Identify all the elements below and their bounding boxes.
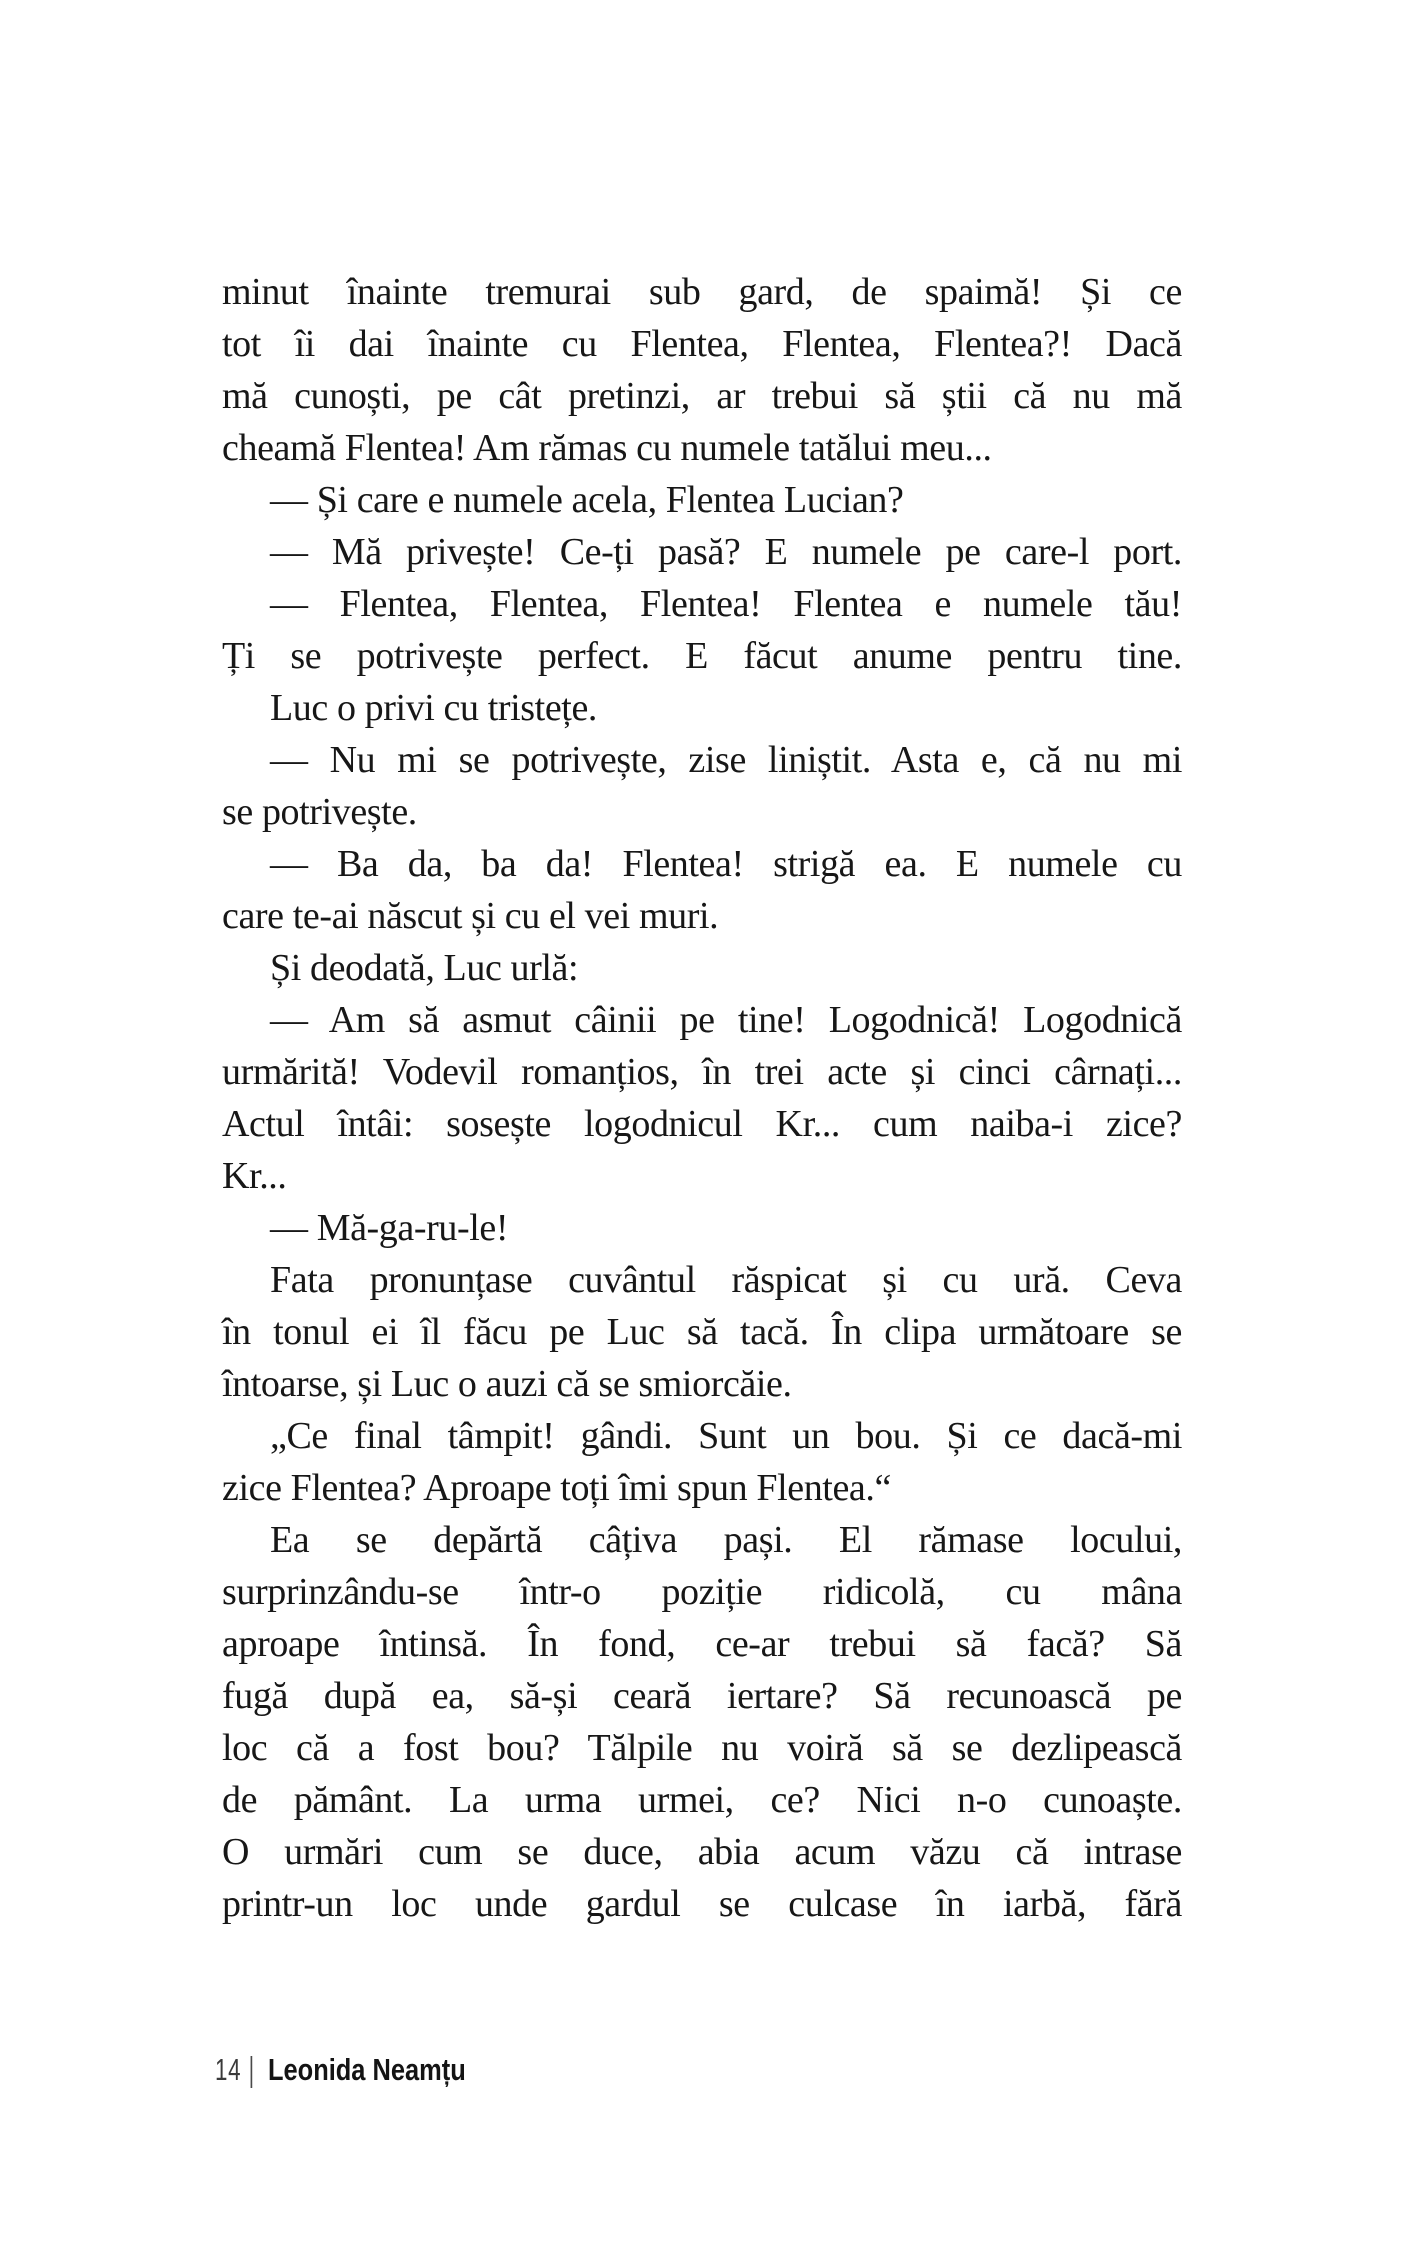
- text-line: — Nu mi se potrivește, zise liniștit. Asta e, că nu mi: [270, 739, 1182, 781]
- text-line: — Mă privește! Ce-ți pasă? E numele pe care-l port.: [270, 531, 1182, 573]
- text-line: de pământ. La urma urmei, ce? Nici n-o cunoaște.: [222, 1779, 1182, 1821]
- text-line: — Și care e numele acela, Flentea Lucian?: [270, 479, 904, 521]
- text-line: printr-un loc unde gardul se culcase în iarbă, fără: [222, 1883, 1182, 1925]
- text-line: mă cunoști, pe cât pretinzi, ar trebui să știi că nu mă: [222, 375, 1182, 417]
- text-line: zice Flentea? Aproape toți îmi spun Flentea.“: [222, 1467, 891, 1509]
- text-line: Kr...: [222, 1155, 287, 1197]
- text-line: se potrivește.: [222, 791, 417, 833]
- text-line: fugă după ea, să-și ceară iertare? Să recunoască pe: [222, 1675, 1182, 1717]
- text-line: care te-ai născut și cu el vei muri.: [222, 895, 719, 937]
- text-line: — Mă-ga-ru-le!: [270, 1207, 509, 1249]
- text-line: întoarse, și Luc o auzi că se smiorcăie.: [222, 1363, 792, 1405]
- text-line: — Am să asmut câinii pe tine! Logodnică! Logodnică: [270, 999, 1182, 1041]
- page-number: 14: [215, 2052, 242, 2087]
- text-line: — Flentea, Flentea, Flentea! Flentea e numele tău!: [270, 583, 1182, 625]
- text-line: minut înainte tremurai sub gard, de spaimă! Și ce: [222, 271, 1182, 313]
- text-line: Luc o privi cu tristețe.: [270, 687, 598, 729]
- text-line: Ți se potrivește perfect. E făcut anume pentru tine.: [222, 635, 1182, 677]
- text-line: aproape întinsă. În fond, ce-ar trebui să facă? Să: [222, 1623, 1182, 1665]
- text-line: Actul întâi: sosește logodnicul Kr... cum naiba-i zice?: [222, 1103, 1182, 1145]
- author-name: Leonida Neamțu: [268, 2052, 467, 2087]
- text-line: Ea se depărtă câțiva pași. El rămase locului,: [270, 1519, 1182, 1561]
- text-line: tot îi dai înainte cu Flentea, Flentea, Flentea?! Dacă: [222, 323, 1182, 365]
- page-text: [222, 266, 1182, 1930]
- text-line: „Ce final tâmpit! gândi. Sunt un bou. Și ce dacă-mi: [270, 1415, 1182, 1457]
- text-line: O urmări cum se duce, abia acum văzu că intrase: [222, 1831, 1182, 1873]
- text-line: Fata pronunțase cuvântul răspicat și cu ură. Ceva: [270, 1259, 1182, 1301]
- text-line: Și deodată, Luc urlă:: [270, 947, 579, 989]
- text-line: — Ba da, ba da! Flentea! strigă ea. E numele cu: [270, 843, 1182, 885]
- footer-separator-bar: |: [249, 2050, 255, 2089]
- text-line: cheamă Flentea! Am rămas cu numele tatălui meu...: [222, 427, 992, 469]
- text-line: surprinzându-se într-o poziție ridicolă, cu mâna: [222, 1571, 1182, 1613]
- text-line: în tonul ei îl făcu pe Luc să tacă. În clipa următoare se: [222, 1311, 1182, 1353]
- text-line: loc că a fost bou? Tălpile nu voiră să se dezlipească: [222, 1727, 1182, 1769]
- page-footer: [215, 2048, 509, 2092]
- text-line: urmărită! Vodevil romanțios, în trei acte și cinci cârnați...: [222, 1051, 1182, 1093]
